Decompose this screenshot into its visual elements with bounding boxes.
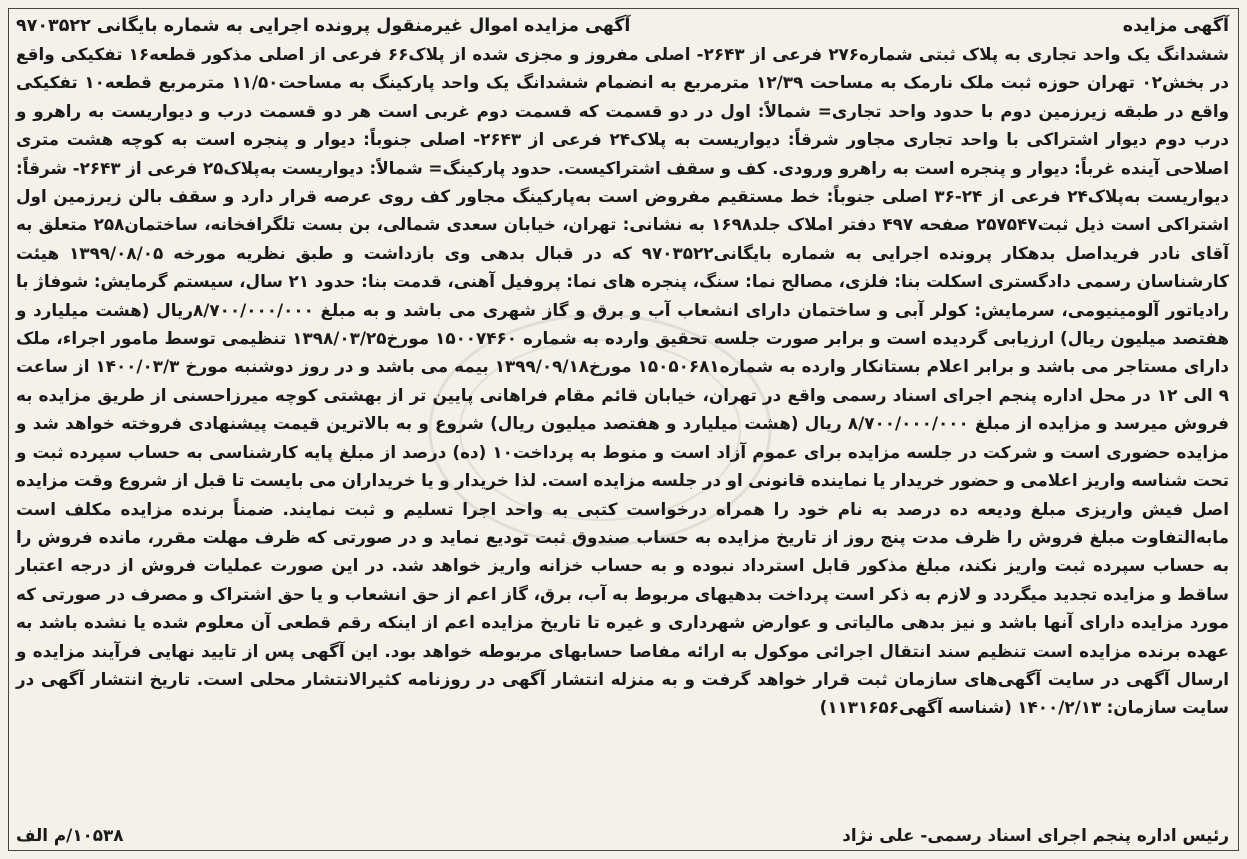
notice-content	[16, 12, 1229, 849]
notice-header	[16, 12, 1229, 40]
notice-title: آگهی مزایده اموال غیرمنقول پرونده اجرایی به شماره بایگانی ۹۷۰۳۵۲۲	[16, 16, 631, 36]
signature: رئیس اداره پنجم اجرای اسناد رسمی- علی نژاد	[842, 825, 1229, 845]
reference-number: ۱۰۵۳۸/م الف	[16, 825, 124, 845]
notice-footer	[16, 821, 1229, 849]
notice-body: ششدانگ یک واحد تجاری به پلاک ثبتی شماره۲۷۶ فرعی از ۲۶۴۳- اصلی مفروز و مجزی شده از پلاک۶۶ فرعی از اصلی مذکور قطعه۱۶ تفکیکی واقع در بخش۰۲ تهران حوزه ثبت ملک نارمک به مساحت ۱۲/۳۹ مترمربع به انضمام ششدانگ یک واحد پارکینگ به مساحت۱۱/۵۰ مترمربع قطعه۱۰ تفکیکی واقع در طبقه زیرزمین دوم با حدود واحد تجاری= شمالاً: اول در دو قسمت که قسمت دوم غربی است هر دو قسمت درب و دیواریست به راهرو و درب دوم دیوار اشتراکی با واحد تجاری مجاور شرقاً: دیواریست به پلاک۲۴ فرعی از ۲۶۴۳- اصلی جنوباً: دیوار و پنجره است به کوچه هشت متری اصلاحی آینده غرباً: دیوار و پنجره است به راهرو ورودی. کف و سقف اشتراکیست. حدود پارکینگ= شمالاً: دیواریست به‌پلاک۲۵ فرعی از ۲۶۴۳- شرقاً: دیواریست به‌پلاک۲۴ فرعی از ۲۴-۳۶ اصلی جنوباً: خط مستقیم مفروض است به‌پارکینگ مجاور کف روی عرصه قرار دارد و سقف بالن زیرزمین اول اشتراکی است ذیل ثبت۲۵۷۵۴۷ صفحه ۴۹۷ دفتر املاک جلد۱۶۹۸ به نشانی: تهران، خیابان سعدی شمالی، بن بست تلگرافخانه، ساختمان۲۵۸ متعلق به آقای نادر فریداصل بدهکار پرونده اجرایی به شماره بایگانی۹۷۰۳۵۲۲ که در قبال بدهی وی بازداشت و طبق نظریه مورخه ۱۳۹۹/۰۸/۰۵ هیئت کارشناسان رسمی دادگستری اسکلت بنا: فلزی، مصالح نما: سنگ، پنجره های نما: پروفیل آهنی، قدمت بنا: حدود ۲۱ سال، سیستم گرمایش: شوفاژ با رادیاتور آلومینیومی، سرمایش: کولر آبی و ساختمان دارای انشعاب آب و برق و گاز شهری می باشد و به مبلغ ۸/۷۰۰/۰۰۰/۰۰۰ریال (هشت میلیارد و هفتصد میلیون ریال) ارزیابی گردیده است و برابر صورت جلسه تحقیق وارده به شماره ۱۵۰۰۷۴۶۰ مورخ۱۳۹۸/۰۳/۲۵ تنظیمی توسط مامور اجراء، ملک دارای مستاجر می باشد و برابر اعلام بستانکار وارده به شماره۱۵۰۵۰۶۸۱ مورخ۱۳۹۹/۰۹/۱۸ بیمه می باشد و در روز دوشنبه مورخ ۱۴۰۰/۰۳/۳ از ساعت ۹ الی ۱۲ در محل اداره پنجم اجرای اسناد رسمی واقع در تهران، خیابان قائم مقام فراهانی پایین تر از بهشتی کوچه میرزاحسنی از طریق مزایده به فروش میرسد و مزایده از مبلغ ۸/۷۰۰/۰۰۰/۰۰۰ ریال (هشت میلیارد و هفتصد میلیون ریال) شروع و به بالاترین قیمت پیشنهادی فروخته خواهد شد و مزایده حضوری است و شرکت در جلسه مزایده برای عموم آزاد است و منوط به پرداخت۱۰ (ده) درصد از مبلغ پایه کارشناسی به حساب سپرده ثبت و تحت شناسه واریز اعلامی و حضور خریدار یا نماینده قانونی او در جلسه مزایده است. لذا خریدار و یا خریداران می بایست تا قبل از شروع وقت مزایده اصل فیش واریزی مبلغ ودیعه ده درصد به نام خود را همراه درخواست کتبی به واحد اجرا تسلیم و ثبت نمایند. ضمناً برنده مزایده مکلف است مابه‌التفاوت مبلغ فروش را ظرف مدت پنج روز از تاریخ مزایده به حساب صندوق ثبت تودیع نماید و در صورتی که ظرف مهلت مقرر، مانده فروش را به حساب سپرده ثبت واریز نکند، مبلغ مذکور قابل استرداد نبوده و به حساب خزانه واریز خواهد شد. در این صورت عملیات فروش از درجه اعتبار ساقط و مزایده تجدید میگردد و لازم به ذکر است پرداخت بدهیهای مربوط به آب، برق، گاز اعم از حق انشعاب و یا حق اشتراک و مصرف در صورتی که مورد مزایده دارای آنها باشد و نیز بدهی مالیاتی و عوارض شهرداری و غیره تا تاریخ مزایده اعم از اینکه رقم قطعی آن معلوم شده یا نشده باشد به عهده برنده مزایده است تنظیم سند انتقال اجرائی موکول به ارائه مفاصا حسابهای مربوطه خواهد بود. این آگهی پس از تایید نهایی فرآیند مزایده و ارسال آگهی در سایت آگهی‌های سازمان ثبت قرار خواهد گرفت و به منزله انتشار آگهی در روزنامه کثیرالانتشار محلی است. تاریخ انتشار آگهی در سایت سازمان: ۱۴۰۰/۲/۱۳ (شناسه آگهی۱۱۳۱۶۵۶)	[16, 44, 1230, 718]
notice-label: آگهی مزایده	[1122, 16, 1229, 36]
